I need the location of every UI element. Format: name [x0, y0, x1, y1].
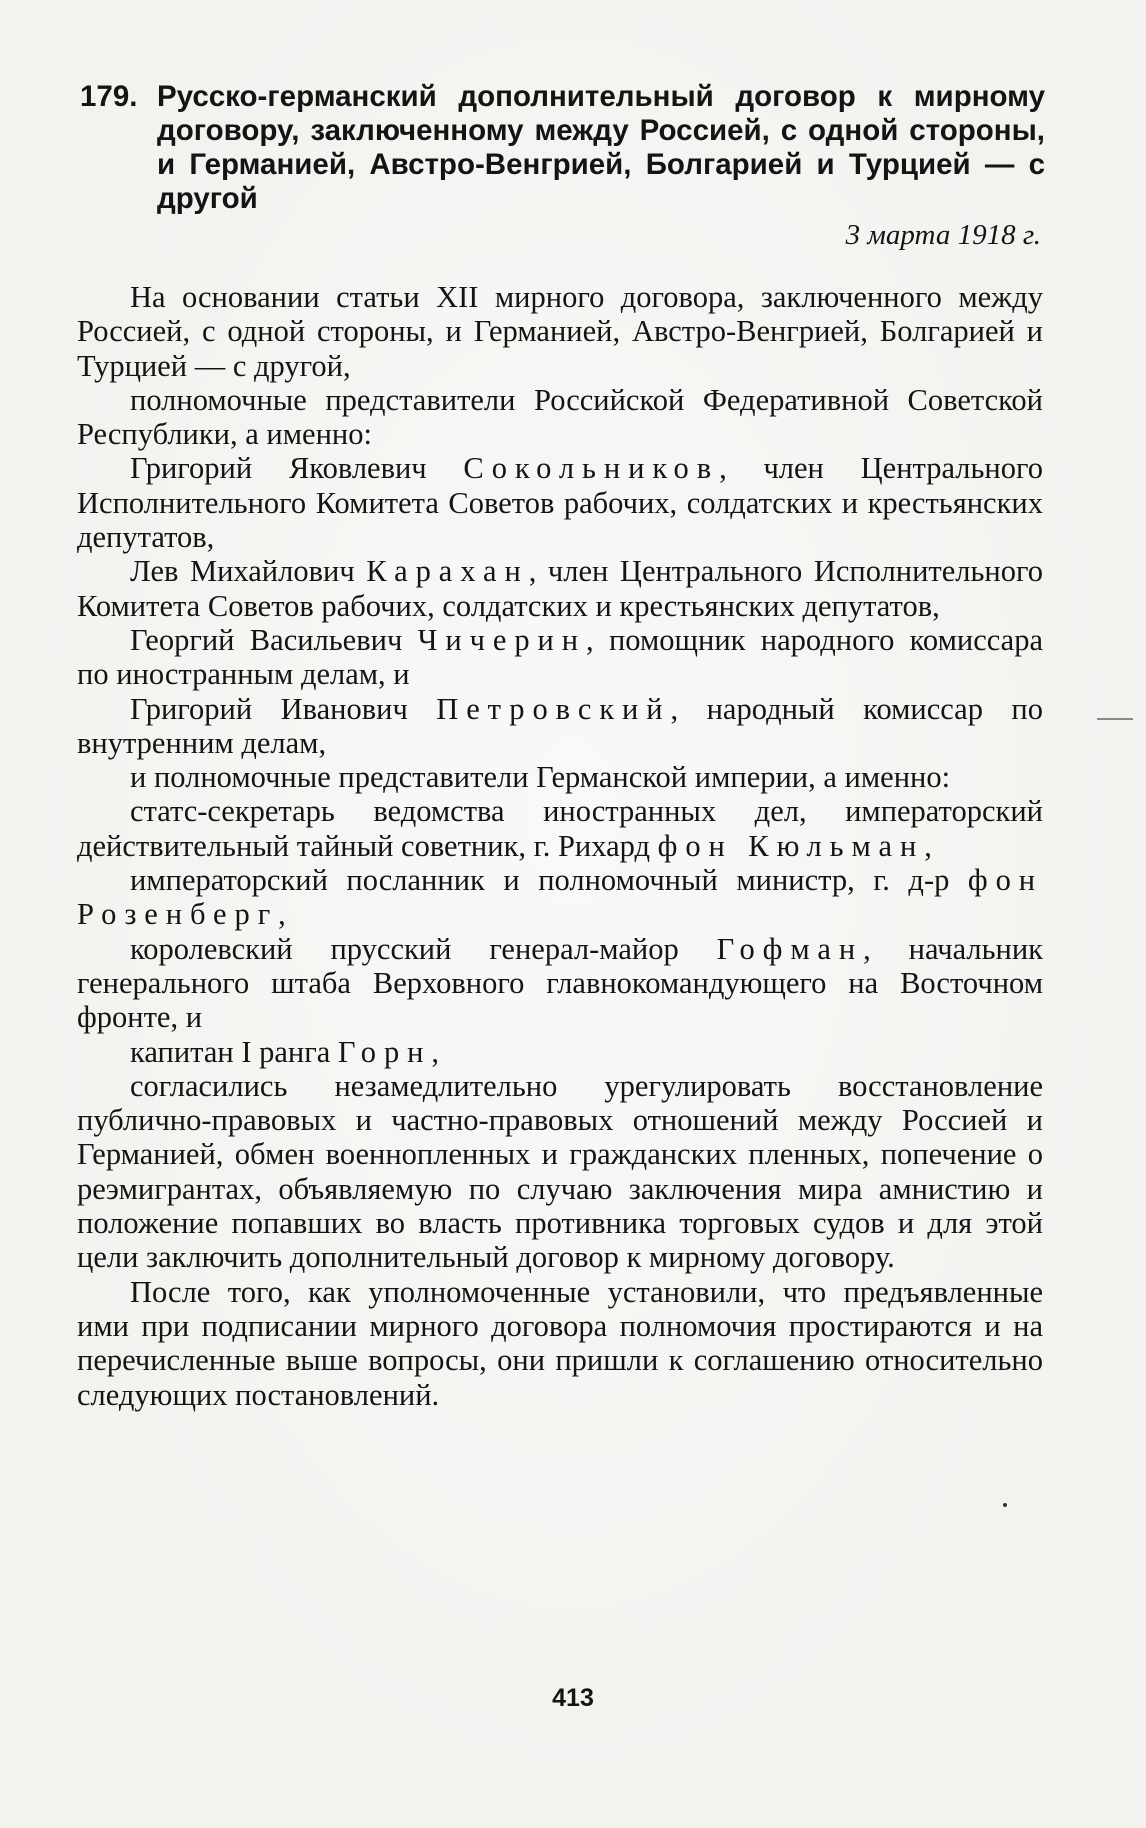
description: , начальник генерального штаба Верховного главнокомандующего на Восточном фронте, и	[77, 931, 1043, 1035]
paragraph-petrovsky	[77, 692, 1043, 761]
first-name: Лев Михайлович	[130, 554, 355, 589]
margin-mark	[1097, 718, 1133, 720]
paragraph-rosenberg	[77, 863, 1043, 932]
title: капитан I ранга	[130, 1034, 331, 1069]
description: , член Центрального Исполнительного Комитета Советов рабочих, солдатских и крестьянских депутатов,	[77, 451, 1043, 555]
description: , член Центрального Исполнительного Комитета Советов рабочих, солдатских и крестьянских депутатов,	[77, 554, 1043, 623]
description: , народный комиссар по внутренним делам,	[77, 691, 1043, 760]
first-name: Григорий Яковлевич	[130, 451, 427, 486]
document-title: Русско-германский дополнительный договор к мирному договору, заключенному между Россией, с одной стороны, и Германией, Австро-Венгрией, Болгарией и Турцией — с другой	[157, 80, 1045, 215]
paragraph-preamble: На основании статьи XII мирного договора, заключенного между Россией, с одной стороны, и Германией, Австро-Венгрией, Болгарией и Турцией — с другой,	[77, 280, 1043, 383]
paragraph-horn	[77, 1035, 1043, 1069]
punctuation: ,	[431, 1034, 440, 1069]
surname-karakhan: Карахан	[366, 554, 529, 589]
document-body	[77, 280, 1043, 1412]
paragraph-chicherin	[77, 623, 1043, 692]
paragraph-kuhlmann	[77, 794, 1043, 863]
title: королевский прусский генерал-майор	[130, 931, 679, 966]
title: статс-секретарь ведомства иностранных дел, императорский действительный тайный советник, г. Рихард	[77, 794, 1043, 863]
document-heading	[80, 80, 1045, 216]
paragraph-hoffmann	[77, 932, 1043, 1035]
surname-rosenberg: фон Розенберг	[77, 863, 1043, 932]
title: императорский посланник и полномочный министр, г. д-р	[130, 863, 950, 898]
document-number: 179.	[80, 80, 138, 113]
print-speck	[1003, 1503, 1007, 1507]
surname-hoffmann: Гофман	[716, 931, 864, 966]
document-date: 3 марта 1918 г.	[845, 219, 1041, 251]
surname-chicherin: Чичерин	[417, 622, 587, 657]
paragraph-russian-representatives: полномочные представители Российской Федеративной Советской Республики, а именно:	[77, 382, 1043, 452]
surname-sokolnikov: Сокольников	[463, 451, 720, 486]
paragraph-karakhan	[77, 554, 1043, 623]
paragraph-agreement: согласились незамедлительно урегулировать восстановление публично-правовых и частно-правовых отношений между Россией и Германией, обмен военнопленных и гражданских пленных, попечение о реэмигрантах, объявляемую по случаю заключения мира амнистию и положение попавших во власть противника торговых судов и для этой цели заключить дополнительный договор к мирному договору.	[77, 1068, 1043, 1275]
page-number: 413	[552, 1684, 594, 1712]
first-name: Григорий Иванович	[130, 691, 408, 726]
paragraph-german-representatives: и полномочные представители Германской империи, а именно:	[130, 760, 951, 795]
surname-horn: Горн	[337, 1034, 432, 1069]
surname-petrovsky: Петровский	[436, 691, 671, 726]
paragraph-sokolnikov	[77, 451, 1043, 554]
paragraph-conclusion: После того, как уполномоченные установили, что предъявленные ими при подписании мирного договора полномочия простираются и на перечисленные выше вопросы, они пришли к соглашению относительно следующих постановлений.	[77, 1274, 1043, 1412]
punctuation: ,	[278, 897, 286, 932]
surname-kuhlmann: фон Кюльман	[657, 828, 925, 863]
description: , помощник народного комиссара по иностранным делам, и	[77, 622, 1043, 692]
first-name: Георгий Васильевич	[130, 622, 403, 657]
punctuation: ,	[924, 828, 932, 863]
